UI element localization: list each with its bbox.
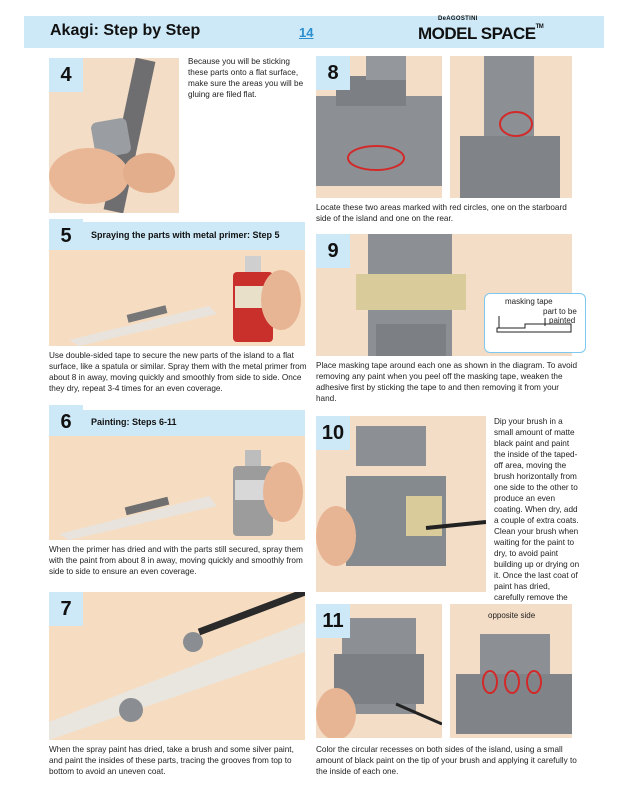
step-8-number: 8 bbox=[316, 56, 350, 90]
step-7-text: When the spray paint has dried, take a brush and some silver paint, and paint the insides of these parts, tracing the grooves from top to bottom to avoid an uneven coat. bbox=[49, 745, 294, 776]
step-6-number: 6 bbox=[49, 405, 83, 439]
step-9-diagram bbox=[484, 293, 586, 353]
brand-logo bbox=[418, 24, 543, 44]
step-7-photo bbox=[49, 592, 305, 740]
step-9-text: Place masking tape around each one as shown in the diagram. To avoid removing any paint when you peel off the masking tape, weaken the adhesive first by sticking the tape to and then removing it from your hand. bbox=[316, 361, 578, 403]
island-rear-illustration bbox=[450, 56, 572, 198]
spray-primer-illustration bbox=[49, 250, 305, 346]
brand-name: MODEL SPACE bbox=[418, 24, 536, 43]
step-5-text: Use double-sided tape to secure the new parts of the island to a flat surface, like a spatula or similar. Spray them with the metal primer from about 8 in away, moving quickly and smoothly from side to side. Once they dry, repeat 3-4 times for an even coverage. bbox=[49, 351, 307, 393]
step-5-number: 5 bbox=[49, 219, 83, 253]
step-6-label: Painting: Steps 6-11 bbox=[91, 417, 177, 427]
diagram-label-part: part to be bbox=[543, 307, 577, 316]
step-10-text: Dip your brush in a small amount of matte black paint and paint the inside of the taped-off area, moving the brush horizontally from one side to the other to produce an even coating. When dry, add a couple of extra coats. Clean your brush when waiting for the paint to dry, to avoid paint building up or drying on it. Once the last coat of paint has dried, carefully remove the bbox=[494, 417, 580, 602]
step-5-photo bbox=[49, 250, 305, 346]
step-11-text: Color the circular recesses on both sides of the island, using a small amount of black paint on the tip of your brush and applying it carefully to the inside of each one. bbox=[316, 745, 577, 776]
page-title: Akagi: Step by Step bbox=[50, 22, 201, 39]
step-4-number: 4 bbox=[49, 58, 83, 92]
step-11-photo-right bbox=[450, 604, 572, 738]
step-5-label: Spraying the parts with metal primer: Step 5 bbox=[91, 230, 280, 240]
diagram-label-painted: painted bbox=[549, 316, 576, 325]
diagram-label-masking-tape: masking tape bbox=[505, 297, 553, 306]
step-11-photo-label: opposite side bbox=[488, 611, 536, 620]
spray-paint-illustration bbox=[49, 436, 305, 540]
step-6-header bbox=[49, 410, 305, 436]
brand-publisher: DeAGOSTINI bbox=[438, 16, 478, 22]
step-6-photo bbox=[49, 436, 305, 540]
step-6-text: When the primer has dried and with the parts still secured, spray them with the paint from about 8 in away, moving quickly and smoothly from side to side to ensure an even coverage. bbox=[49, 545, 303, 576]
silver-paint-illustration bbox=[49, 592, 305, 740]
step-8-text: Locate these two areas marked with red circles, one on the starboard side of the island and one on the rear. bbox=[316, 203, 567, 223]
step-9-number: 9 bbox=[316, 234, 350, 268]
step-7-number: 7 bbox=[49, 592, 83, 626]
step-4-text: Because you will be sticking these parts onto a flat surface, make sure the areas you will be gluing are filed flat. bbox=[188, 57, 304, 99]
step-8-photo-rear bbox=[450, 56, 572, 198]
opposite-side-illustration bbox=[450, 604, 572, 738]
brand-trademark: TM bbox=[535, 24, 544, 30]
page-number: 14 bbox=[299, 25, 314, 40]
step-11-number: 11 bbox=[316, 604, 350, 638]
step-10-number: 10 bbox=[316, 416, 350, 450]
